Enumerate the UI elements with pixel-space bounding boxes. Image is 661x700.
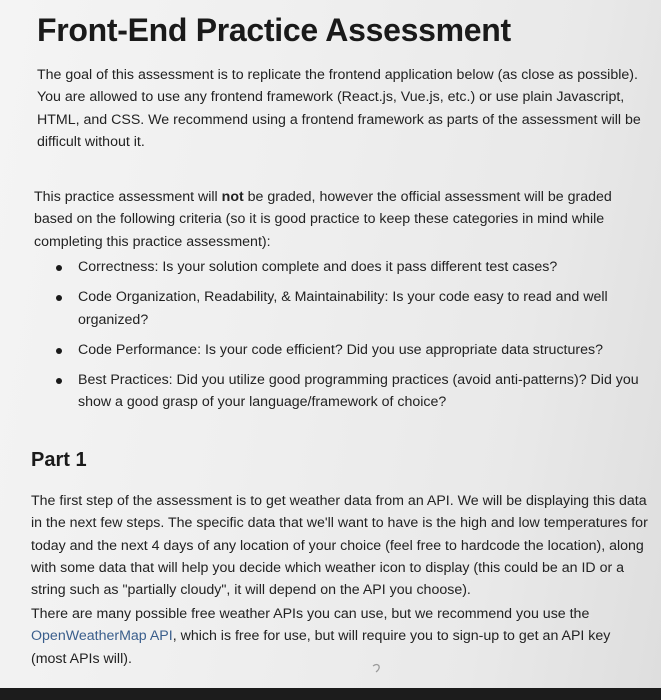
part1-p2-text-after: , which is free for use, but will require you to sign-up to get an API key (most APIs will). [31,628,611,667]
part1-p2-text-before: There are many possible free weather APIs you can use, but we recommend you use the [31,606,590,622]
part1-paragraph-1: The first step of the assessment is to get weather data from an API. We will be displaying this data in the next few steps. The specific data that we'll want to have is the high and low temperatures for today and the next 4 days of any location of your choice (feel free to hardcode the location), along with some data that will help you decide which weather icon to display (this could be an ID or a string such as "partially cloudy", it will depend on the API you choose). [31,493,648,599]
openweathermap-link[interactable]: OpenWeatherMap API [31,628,173,645]
list-item [56,339,656,361]
list-item [56,256,656,278]
criteria-item-text: Best Practices: Did you utilize good programming practices (avoid anti-patterns)? Did you show a good grasp of your language/framework of choice? [78,372,639,411]
bullet-icon [56,378,62,384]
criteria-intro-text-after: be graded, however the official assessment will be graded based on the following criteria (so it is good practice to keep these categories in mind while completing this practice assessment): [34,189,612,250]
part1-heading: Part 1 [31,449,87,471]
criteria-intro-emphasis: not [221,189,244,205]
page-title: Front-End Practice Assessment [37,12,511,48]
criteria-intro-text-before: This practice assessment will [34,189,222,205]
criteria-item-text: Correctness: Is your solution complete and does it pass different test cases? [78,259,558,275]
intro-paragraph: The goal of this assessment is to replicate the frontend application below (as close as possible). You are allowed to use any frontend framework (React.js, Vue.js, etc.) or use plain Javascript, HTML, and CSS. We recommend using a frontend framework as parts of the assessment will be difficult without it. [37,67,641,150]
bottom-edge [0,688,661,700]
criteria-item-text: Code Performance: Is your code efficient? Did you use appropriate data structures? [78,341,603,358]
bullet-icon [56,295,62,301]
pen-mark-icon [371,662,383,674]
criteria-intro-paragraph [34,186,634,253]
criteria-item-text: Code Organization, Readability, & Maintainability: Is your code easy to read and well organized? [78,289,608,328]
criteria-list [56,256,656,422]
bullet-icon [56,265,62,271]
list-item [56,286,656,331]
part1-paragraph-2 [31,603,641,670]
list-item [56,369,656,414]
bullet-icon [56,348,62,354]
